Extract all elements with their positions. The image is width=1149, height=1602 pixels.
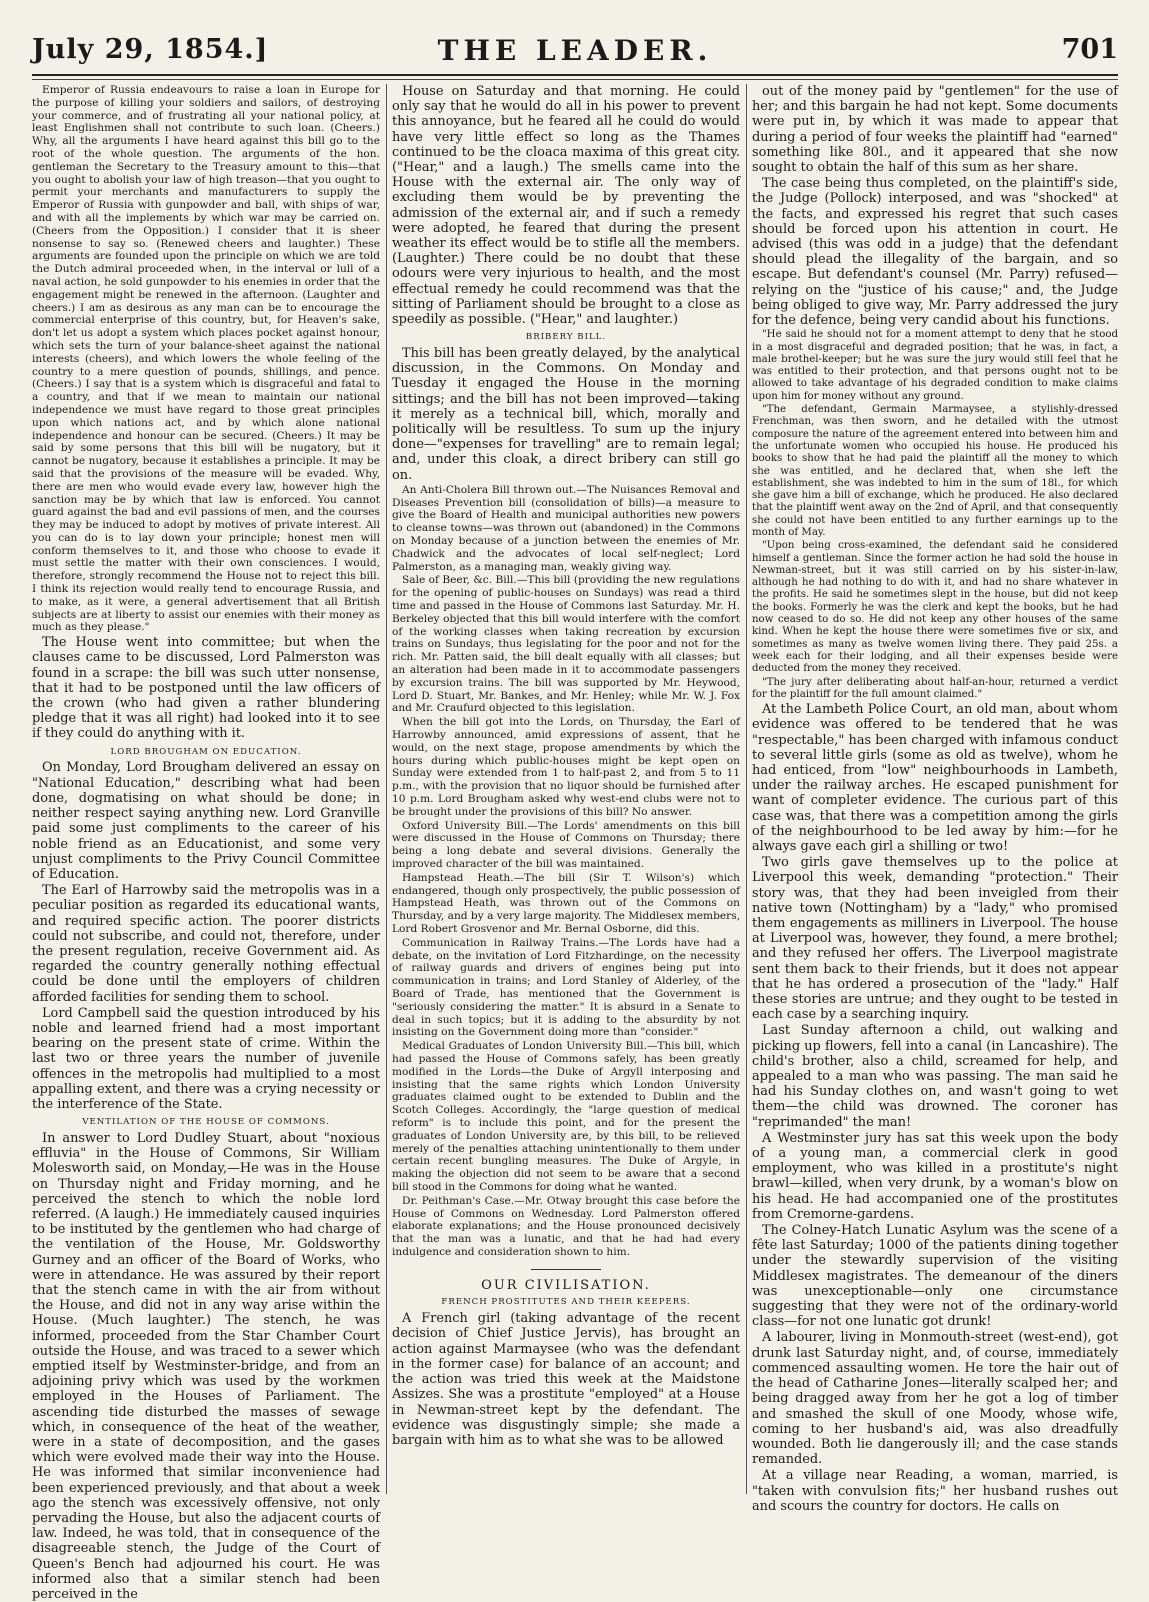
article-paragraph: Two girls gave themselves up to the police at Liverpool this week, demanding "protection." Their story was, that they had been inveigled from their native town (Nottingham) by a "lady," who promised them engagements as milliners in Liverpool. The house at Liverpool was, however, they found, a mere brothel; and they refused her offers. The Liverpool magistrate sent them back to their friends, but it does not appear that he has ordered a prosecution of the "lady." Half these stories are untrue; and they ought to be tested in each case by a searching inquiry. xyxy=(752,855,1118,1023)
page-number: 701 xyxy=(1061,34,1118,65)
section-title: OUR CIVILISATION. xyxy=(481,1277,651,1293)
section-heading: BRIBERY BILL. xyxy=(525,332,607,343)
article-paragraph: The Colney-Hatch Lunatic Asylum was the scene of a fête last Saturday; 1000 of the patients dining together under the stewardly supervision of the visiting Middlesex magistrates. The demeanour of the diners was unexceptionable—only one circumstance suggesting that they were not of the ordinary-world class—for not one lunatic got drunk! xyxy=(752,1223,1118,1330)
article-paragraph: The case being thus completed, on the plaintiff's side, the Judge (Pollock) interposed, and was "shocked" at the facts, and expressed his regret that such cases should be forced upon his attention in court. He advised (this was odd in a judge) that the defendant should plead the illegality of the bargain, and so escape. But defendant's counsel (Mr. Parry) refused—relying on the "justice of his cause;" and, the Judge being obliged to give way, Mr. Parry addressed the jury for the defence, being very candid about his functions. xyxy=(752,176,1118,329)
article-paragraph: This bill has been greatly delayed, by the analytical discussion, in the Commons. On Monday and Tuesday it engaged the House in the morning sittings; and the bill has not been improved—taking it merely as a technical bill, which, morally and politically will be resultless. To sum up the injury done—"expenses for travelling" are to remain legal; and, under this cloak, a direct bribery can still go on. xyxy=(392,346,740,483)
article-paragraph: out of the money paid by "gentlemen" for the use of her; and this bargain he had not kept. Some documents were put in, by which it was made to appear that during a period of four weeks the plaintiff had "earned" something like 80l., and it appeared that she now sought to obtain the half of this sum as her share. xyxy=(752,84,1118,176)
column-rule-left xyxy=(386,84,387,1494)
article-paragraph: A Westminster jury has sat this week upon the body of a young man, a commercial clerk in good employment, who was killed in a prostitute's night brawl—killed, when very drunk, by a woman's blow on his head. He had accompanied one of the prostitutes from Cremorne-gardens. xyxy=(752,1130,1118,1222)
news-item: An Anti-Cholera Bill thrown out.—The Nuisances Removal and Diseases Prevention bill (consolidation of bills)—a measure to give the Board of Health and municipal authorities new powers to cleanse towns—was thrown out (abandoned) in the Commons on Monday because of a junction between the enemies of Mr. Chadwick and the advocates of local self-neglect; Lord Palmerston, as a managing man, weakly giving way. xyxy=(392,483,740,573)
column-2 xyxy=(392,84,740,1494)
news-item: Sale of Beer, &c. Bill.—This bill (providing the new regulations for the opening of public-houses on Sundays) was read a third time and passed in the House of Commons last Saturday. Mr. H. Berkeley objected that this bill would interfere with the comfort of the working classes when taking recreation by excursion trains on Sundays, thus legislating for the poor and not for the rich. Mr. Patten said, the bill dealt equally with all classes; but an alteration had been made in it to accommodate passengers by excursion trains. The bill was supported by Mr. Heywood, Lord D. Stuart, Mr. Bankes, and Mr. Henley; while Mr. W. J. Fox and Mr. Craufurd objected to this legislation. xyxy=(392,574,740,715)
article-paragraph: Last Sunday afternoon a child, out walking and picking up flowers, fell into a canal (in Lancashire). The child's brother, also a child, screamed for help, and appealed to a man who was passing. The man said he had his Sunday clothes on, and wasn't going to wet them—the child was drowned. The coroner has "reprimanded" the man! xyxy=(752,1023,1118,1130)
news-item: When the bill got into the Lords, on Thursday, the Earl of Harrowby announced, amid expressions of assent, that he would, on the next stage, propose amendments by which the hours during which public-houses might be kept open on Sunday were extended from 1 to half-past 2, and from 5 to 11 p.m., with the provision that no liquor should be furnished after 10 p.m. Lord Brougham asked why west-end clubs were not to be brought under the provisions of this bill? No answer. xyxy=(392,716,740,818)
article-paragraph: On Monday, Lord Brougham delivered an essay on "National Education," describing what had been done, dogmatising on what should be done; in neither respect saying anything new. Lord Granville paid some just compliments to the career of his noble friend as an Educationist, and some very unjust compliments to the Privy Council Committee of Education. xyxy=(32,760,380,882)
section-heading: VENTILATION OF THE HOUSE OF COMMONS. xyxy=(82,1117,330,1128)
quoted-report: "The defendant, Germain Marmaysee, a stylishly-dressed Frenchman, was then sworn, and he detailed with the utmost composure the nature of the agreement entered into between him and the unfortunate women who occupied his house. He produced his books to show that he had paid the plaintiff all the money to which she was entitled, and he declared that, when she left the establishment, she was indebted to him in the sum of 18l., for which she gave him a bill of exchange, which he produced. He also declared that the plaintiff went away on the 2nd of April, and that consequently she could not have been entitled to any further earnings up to the month of May. xyxy=(752,404,1118,538)
quoted-report: "Upon being cross-examined, the defendant said he considered himself a gentleman. Since the former action he had sold the house in Newman-street, but it was still carried on by his sister-in-law, although he had nothing to do with it, and had no share whatever in the profits. He said he sometimes slept in the house, but did not keep the books. Formerly he was the clerk and kept the books, but he had now ceased to do so. He did not keep any other houses of the same kind. When he kept the house there were sometimes five or six, and sometimes as many as twelve women living there. They paid 25s. a week each for their lodging, and all their expenses beside were deducted from the money they received. xyxy=(752,540,1118,675)
issue-date: July 29, 1854.] xyxy=(32,34,269,65)
article-paragraph: At a village near Reading, a woman, married, is "taken with convulsion fits;" her husband rushes out and scours the country for doctors. He calls on xyxy=(752,1468,1118,1514)
news-item: Communication in Railway Trains.—The Lords have had a debate, on the invitation of Lord Fitzhardinge, on the necessity of railway guards and drivers of engines being put into communication in trains; and Lord Stanley of Alderley, of the Board of Trade, has mentioned that the Government is "seriously considering the matter." It is absurd in a Senate to deal in such topics; but it is adding to the absurdity by not insisting on the Government doing more than "consider." xyxy=(392,936,740,1039)
article-paragraph: Emperor of Russia endeavours to raise a loan in Europe for the purpose of killing your soldiers and sailors, of destroying your commerce, and of frustrating all your national policy, at least Englishmen shall not contribute to such loan. (Cheers.) Why, all the arguments I have heard against this bill go to the root of the whole question. The arguments of the hon. gentleman the Secretary to the Treasury amount to this—that you ought to abolish your law of high treason—that you ought to permit your merchants and manufacturers to supply the Emperor of Russia with gunpowder and ball, with ships of war, and with all the implements by which war may be carried on. (Cheers from the Opposition.) I consider that it is sheer nonsense to say so. (Renewed cheers and laughter.) These arguments are founded upon the principle on which we are told the Dutch admiral proceeded when, in the interval or lull of a naval action, he sold gunpowder to his enemies in order that the engagement might be renewed in the afternoon. (Laughter and cheers.) I am as desirous as any man can be to encourage the commercial enterprise of this country, but, for Heaven's sake, don't let us adopt a system which places pocket against honour, which sets the turn of your balance-sheet against the national interests (cheers), and which lowers the whole feeling of the country to a mere question of pounds, shillings, and pence. (Cheers.) I say that is a system which is disgraceful and fatal to a country, and that if we mean to maintain our national independence we must have regard to those great principles upon which nations act, and by which alone national independence and honour can be secured. (Cheers.) It may be said by some persons that this bill will be nugatory, but it cannot be nugatory, because it establishes a principle. It may be said that the provisions of the measure will be evaded. Why, there are men who would evade every law, however high the sanction may be by which that law is enforced. You cannot guard against the bad and evil passions of men, and the courses they may be induced to adopt by motives of private interest. All you can do is to lay down your principle; honest men will conform themselves to it, and those who choose to evade it must settle the matter with their own consciences. I would, therefore, strongly recommend the House not to reject this bill. I think its rejection would really tend to encourage Russia, and to make, as it were, a general advertisement that all British subjects are at liberty to assist our enemies with their money as much as they please." xyxy=(32,84,380,634)
news-item: Medical Graduates of London University Bill.—This bill, which had passed the House of Commons safely, has been greatly modified in the Lords—the Duke of Argyll interposing and insisting that the same rights which London University graduates claimed ought to be extended to Dublin and the Scotch Colleges. Accordingly, the "large question of medical reform" is to include this point, and for the present the graduates of London University are, by this bill, to be relieved merely of the penalties attaching unintentionally to them under certain recent bungling measures. The Duke of Argyle, in making the objection did not seem to be aware that a second bill stood in the Commons for doing what he wanted. xyxy=(392,1040,740,1193)
section-heading: LORD BROUGHAM ON EDUCATION. xyxy=(110,746,302,757)
column-rule-right xyxy=(746,84,747,1494)
column-3 xyxy=(752,84,1118,1514)
article-paragraph: Lord Campbell said the question introduced by his noble and learned friend had a most important bearing on the present state of crime. Within the last two or three years the number of juvenile offences in the metropolis had multiplied to a most appalling extent, and there was a crying necessity or the interference of the State. xyxy=(32,1005,380,1112)
section-subtitle: FRENCH PROSTITUTES AND THEIR KEEPERS. xyxy=(441,1297,691,1308)
column-1 xyxy=(32,84,380,1602)
article-paragraph: A labourer, living in Monmouth-street (west-end), got drunk last Saturday night, and, of course, immediately commenced assaulting women. He tore the hair out of the head of Catharine Jones—literally scalped her; and being dragged away from her he got a log of timber and smashed the skull of one Moody, whose wife, coming to her husband's aid, was also dreadfully wounded. Both lie dangerously ill; and the case stands remanded. xyxy=(752,1330,1118,1468)
header-rule xyxy=(32,79,1118,80)
quoted-report: "The jury after deliberating about half-an-hour, returned a verdict for the plaintiff for the full amount claimed." xyxy=(752,676,1118,700)
news-item: Dr. Peithman's Case.—Mr. Otway brought this case before the House of Commons on Wednesday. Lord Palmerston offered elaborate explanations; and the House pronounced decisively that the man was a lunatic, and that he had had every indulgence and consideration shown to him. xyxy=(392,1194,740,1258)
news-item: Oxford University Bill.—The Lords' amendments on this bill were discussed in the House of Commons on Thursday; there being a long debate and several divisions. Generally the improved character of the bill was maintained. xyxy=(392,819,740,870)
article-paragraph: In answer to Lord Dudley Stuart, about "noxious effluvia" in the House of Commons, Sir William Molesworth said, on Monday,—He was in the House on Thursday night and Friday morning, and he perceived the stench to which the noble lord referred. (A laugh.) He immediately caused inquiries to be instituted by the gentlemen who had charge of the ventilation of the House, Mr. Goldsworthy Gurney and an officer of the Board of Works, who were in attendance. He was assured by their report that the stench came in with the air from without the House, and did not in any way arise within the House. (Much laughter.) The stench, he was informed, proceeded from the Star Chamber Court outside the House, and was traced to a sewer which emptied itself by Westminster-bridge, and from an adjoining privy which was used by the workmen employed in the Houses of Parliament. The ascending tide disturbed the masses of sewage which, in consequence of the heat of the weather, were in a state of decomposition, and the gases which were evolved made their way into the House. He was informed that similar inconvenience had been experienced previously, and that about a week ago the stench was excessively offensive, not only pervading the House, but also the adjacent courts of law. Indeed, he was told, that in consequence of the disagreeable stench, the Judge of the Court of Queen's Bench had adjourned his court. He was informed also that a similar stench had been perceived in the xyxy=(32,1130,380,1602)
article-paragraph: A French girl (taking advantage of the recent decision of Chief Justice Jervis), has brought an action against Marmaysee (who was the defendant in the former case) for balance of an account; and the action was tried this week at the Maidstone Assizes. She was a prostitute "employed" at a House in Newman-street kept by the defendant. The evidence was disgustingly simple; she made a bargain with him as to what she was to be allowed xyxy=(392,1311,740,1448)
article-paragraph: The House went into committee; but when the clauses came to be discussed, Lord Palmerston was found in a scrape: the bill was such utter nonsense, that it had to be postponed until the law officers of the crown (who had given a rather blundering pledge that it was all right) had looked into it to see if they could do anything with it. xyxy=(32,635,380,742)
newspaper-title: THE LEADER. xyxy=(437,34,713,67)
article-paragraph: The Earl of Harrowby said the metropolis was in a peculiar position as regarded its educational wants, and required specific action. The poorer districts could not subscribe, and could not, therefore, under the present regulation, receive Government aid. As regarded the country generally nothing effectual could be done until the employers of children afforded facilities for sending them to school. xyxy=(32,883,380,1005)
news-item: Hampstead Heath.—The bill (Sir T. Wilson's) which endangered, though only prospectively, the public possession of Hampstead Heath, was thrown out of the Commons on Thursday, and by a very large majority. The Middlesex members, Lord Robert Grosvenor and Mr. Bernal Osborne, did this. xyxy=(392,871,740,935)
page-header xyxy=(32,28,1118,76)
section-divider xyxy=(531,1269,601,1270)
quoted-report: "He said he should not for a moment attempt to deny that he stood in a most disgraceful and degraded position; that he was, in fact, a male brothel-keeper; but he was sure the jury would still feel that he was entitled to their protection, and that persons ought not to be allowed to take advantage of his degraded condition to make claims upon him for money without any ground. xyxy=(752,329,1118,402)
article-paragraph: House on Saturday and that morning. He could only say that he would do all in his power to prevent this annoyance, but he feared all he could do would have very little effect so long as the Thames continued to be the cloaca maxima of this great city. ("Hear," and a laugh.) The smells came into the House with the external air. The only way of excluding them would be by preventing the admission of the external air, and if such a remedy were adopted, he feared that during the present weather its effect would be to stifle all the members. (Laughter.) There could be no doubt that these odours were very injurious to health, and the most effectual remedy he could recommend was that the sitting of Parliament should be brought to a close as speedily as possible. ("Hear," and laughter.) xyxy=(392,84,740,328)
article-paragraph: At the Lambeth Police Court, an old man, about whom evidence was offered to be tendered that he was "respectable," has been charged with infamous conduct to several little girls (some as old as twelve), whom he had enticed, from "low" neighbourhoods in Lambeth, under the railway arches. He escaped punishment for want of completer evidence. The curious part of this case was, that there was a competition among the girls of the neighbourhood to be led away by him:—for he always gave each girl a shilling or two! xyxy=(752,702,1118,854)
